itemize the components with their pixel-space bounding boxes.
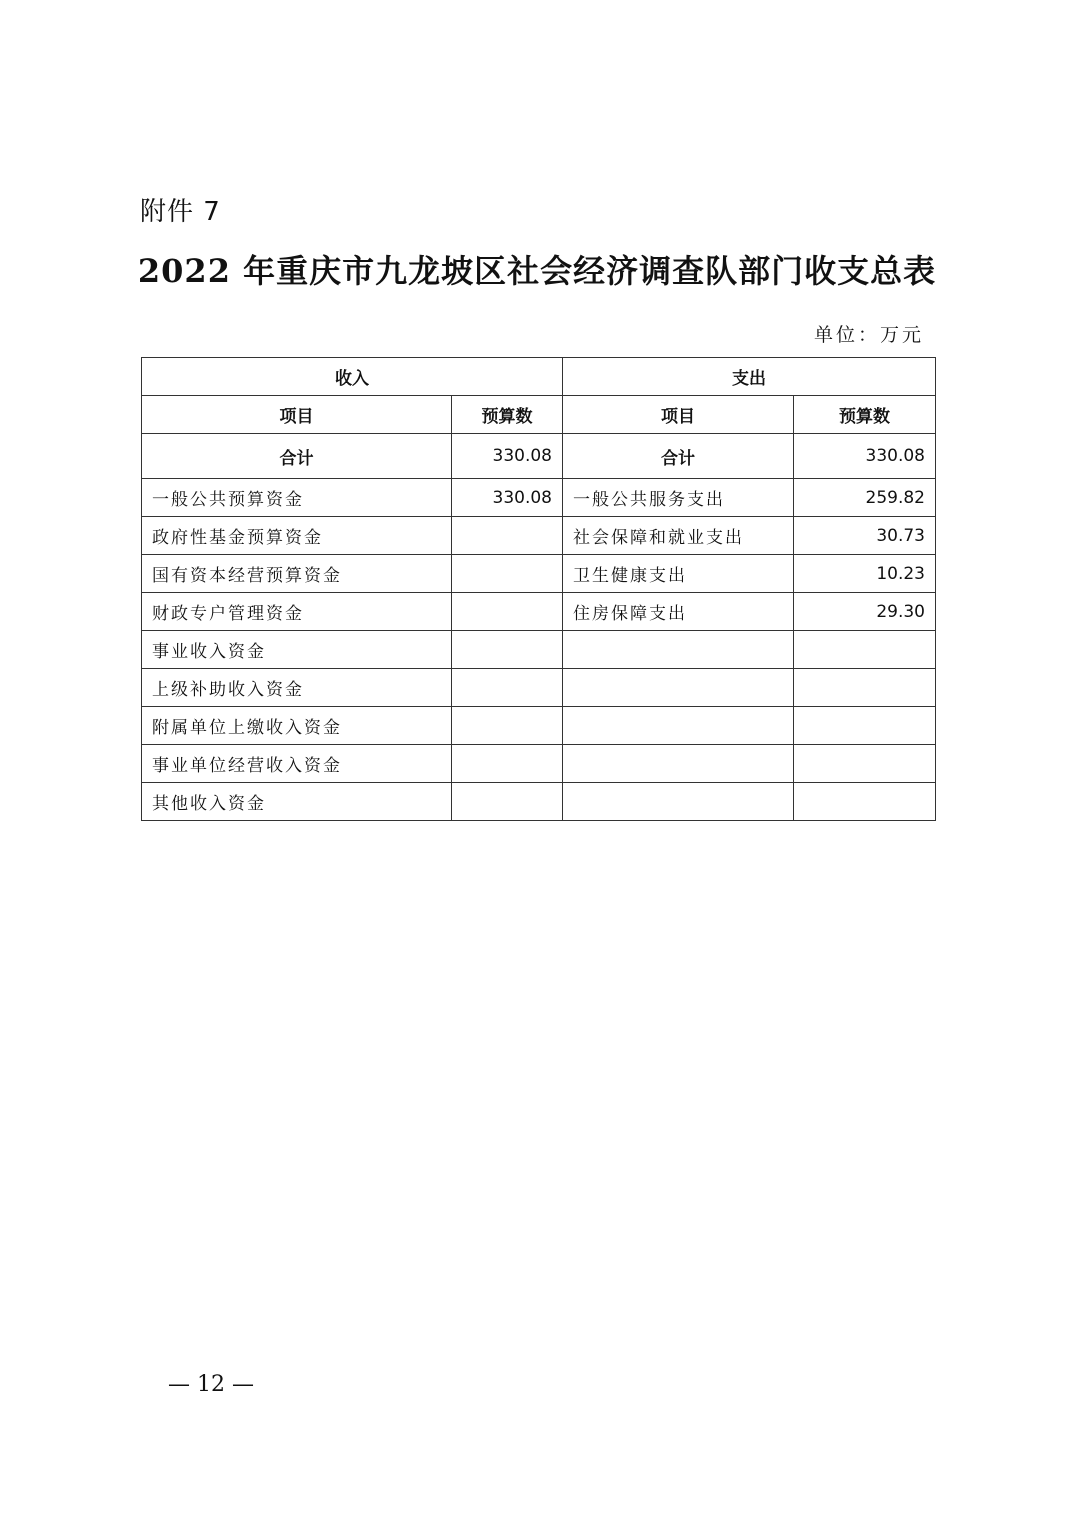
income-item-cell: 其他收入资金	[142, 783, 452, 821]
expense-value-cell	[794, 669, 936, 707]
income-value-cell	[452, 783, 563, 821]
income-item-cell: 一般公共预算资金	[142, 479, 452, 517]
expense-item-cell	[563, 707, 794, 745]
expense-value-cell	[794, 783, 936, 821]
income-item-cell: 政府性基金预算资金	[142, 517, 452, 555]
income-total-value: 330.08	[452, 434, 563, 479]
income-item-cell: 附属单位上缴收入资金	[142, 707, 452, 745]
expense-item-cell	[563, 669, 794, 707]
expense-budget-header: 预算数	[794, 396, 936, 434]
income-total-label: 合计	[142, 434, 452, 479]
total-row	[142, 434, 936, 479]
income-item-cell: 事业单位经营收入资金	[142, 745, 452, 783]
expense-value-cell	[794, 707, 936, 745]
budget-table	[141, 357, 936, 821]
expense-value-cell: 259.82	[794, 479, 936, 517]
unit-label: 单位：万元	[813, 324, 924, 346]
income-item-cell: 事业收入资金	[142, 631, 452, 669]
table-row	[142, 669, 936, 707]
income-budget-header: 预算数	[452, 396, 563, 434]
income-value-cell	[452, 555, 563, 593]
expense-item-cell: 住房保障支出	[563, 593, 794, 631]
page-title: 2022 年重庆市九龙坡区社会经济调查队部门收支总表	[137, 252, 937, 290]
expense-item-cell	[563, 783, 794, 821]
income-item-cell: 财政专户管理资金	[142, 593, 452, 631]
table-row	[142, 479, 936, 517]
income-item-cell: 国有资本经营预算资金	[142, 555, 452, 593]
page-number: — 12 —	[168, 1372, 254, 1397]
table-row	[142, 517, 936, 555]
table-body	[142, 479, 936, 821]
attachment-label: 附件 7	[140, 197, 221, 227]
expense-item-cell	[563, 631, 794, 669]
expense-value-cell: 10.23	[794, 555, 936, 593]
expense-value-cell	[794, 631, 936, 669]
expense-item-cell: 一般公共服务支出	[563, 479, 794, 517]
expense-item-cell	[563, 745, 794, 783]
income-value-cell	[452, 517, 563, 555]
expense-item-header: 项目	[563, 396, 794, 434]
table-row	[142, 631, 936, 669]
expense-value-cell: 30.73	[794, 517, 936, 555]
table-row	[142, 783, 936, 821]
income-item-header: 项目	[142, 396, 452, 434]
table-row	[142, 593, 936, 631]
expense-value-cell: 29.30	[794, 593, 936, 631]
table-row	[142, 555, 936, 593]
income-value-cell	[452, 707, 563, 745]
income-item-cell: 上级补助收入资金	[142, 669, 452, 707]
expense-item-cell: 社会保障和就业支出	[563, 517, 794, 555]
income-value-cell	[452, 669, 563, 707]
expense-total-value: 330.08	[794, 434, 936, 479]
income-value-cell	[452, 593, 563, 631]
income-value-cell: 330.08	[452, 479, 563, 517]
income-value-cell	[452, 745, 563, 783]
income-section-header: 收入	[142, 358, 563, 396]
expense-total-label: 合计	[563, 434, 794, 479]
table-row	[142, 745, 936, 783]
expense-value-cell	[794, 745, 936, 783]
expense-item-cell: 卫生健康支出	[563, 555, 794, 593]
expense-section-header: 支出	[563, 358, 936, 396]
income-value-cell	[452, 631, 563, 669]
table-row	[142, 707, 936, 745]
